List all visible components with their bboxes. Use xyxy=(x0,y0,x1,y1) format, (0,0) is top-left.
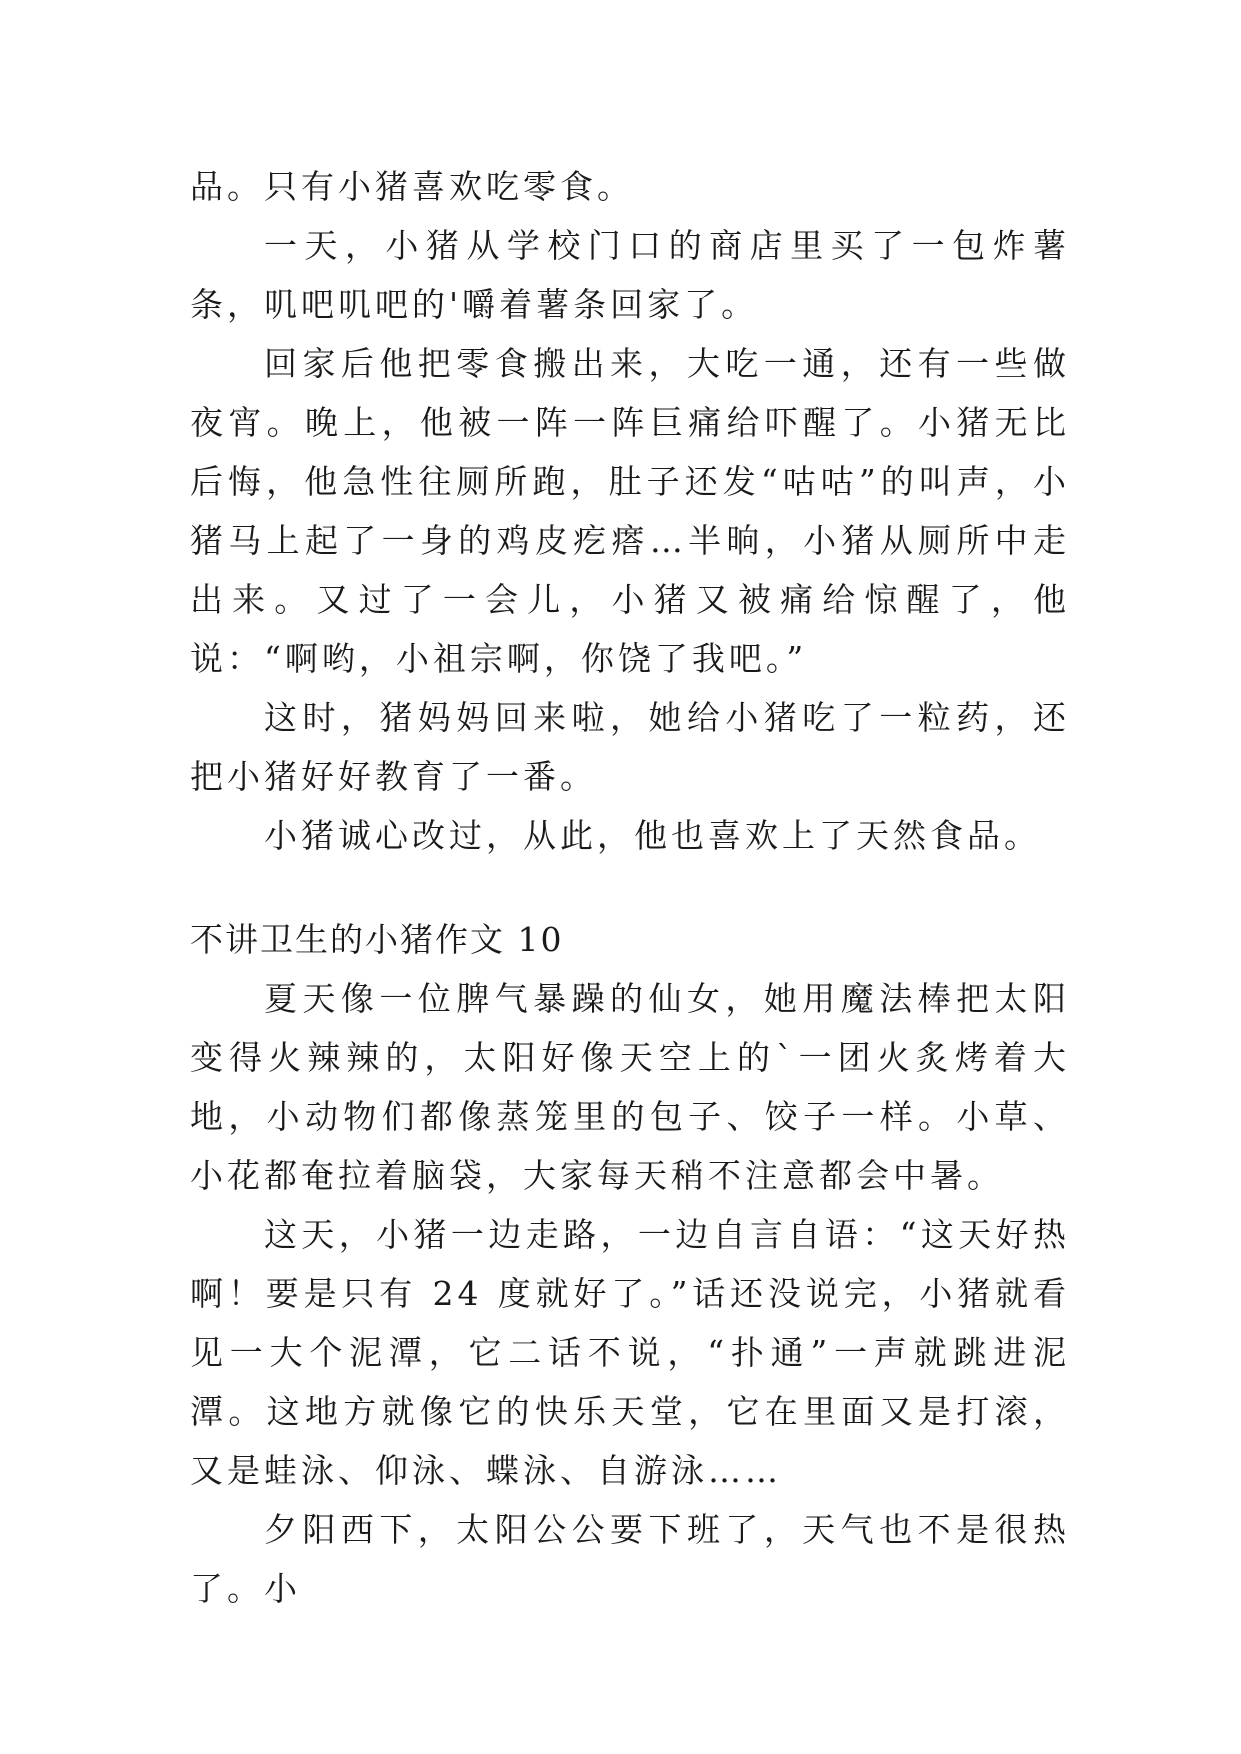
section-heading: 不讲卫生的小猪作文 10 xyxy=(190,920,564,959)
paragraph: 一天，小猪从学校门口的商店里买了一包炸薯条，叽吧叽吧的'嚼着薯条回家了。 xyxy=(190,226,1070,324)
paragraph: 夕阳西下，太阳公公要下班了，天气也不是很热了。小 xyxy=(190,1510,1070,1608)
paragraph: 回家后他把零食搬出来，大吃一通，还有一些做夜宵。晚上，他被一阵一阵巨痛给吓醒了。小猪无比后悔，他急性往厕所跑，肚子还发“咕咕”的叫声，小猪马上起了一身的鸡皮疙瘩…半晌，小猪从厕所中走出来。又过了一会儿，小猪又被痛给惊醒了，他说：“啊哟，小祖宗啊，你饶了我吧。” xyxy=(190,344,1070,678)
paragraph: 小猪诚心改过，从此，他也喜欢上了天然食品。 xyxy=(264,816,1041,855)
paragraph: 这天，小猪一边走路，一边自言自语：“这天好热啊！要是只有 24 度就好了。”话还没说完，小猪就看见一大个泥潭，它二话不说，“扑通”一声就跳进泥潭。这地方就像它的快乐天堂，它在里面又是打滚，又是蛙泳、仰泳、蝶泳、自游泳…… xyxy=(190,1215,1070,1490)
document-body xyxy=(190,157,1070,1618)
paragraph: 夏天像一位脾气暴躁的仙女，她用魔法棒把太阳变得火辣辣的，太阳好像天空上的`一团火炙烤着大地，小动物们都像蒸笼里的包子、饺子一样。小草、小花都奄拉着脑袋，大家每天稍不注意都会中暑。 xyxy=(190,979,1070,1195)
paragraph: 这时，猪妈妈回来啦，她给小猪吃了一粒药，还把小猪好好教育了一番。 xyxy=(190,698,1070,796)
paragraph: 品。只有小猪喜欢吃零食。 xyxy=(190,167,634,206)
